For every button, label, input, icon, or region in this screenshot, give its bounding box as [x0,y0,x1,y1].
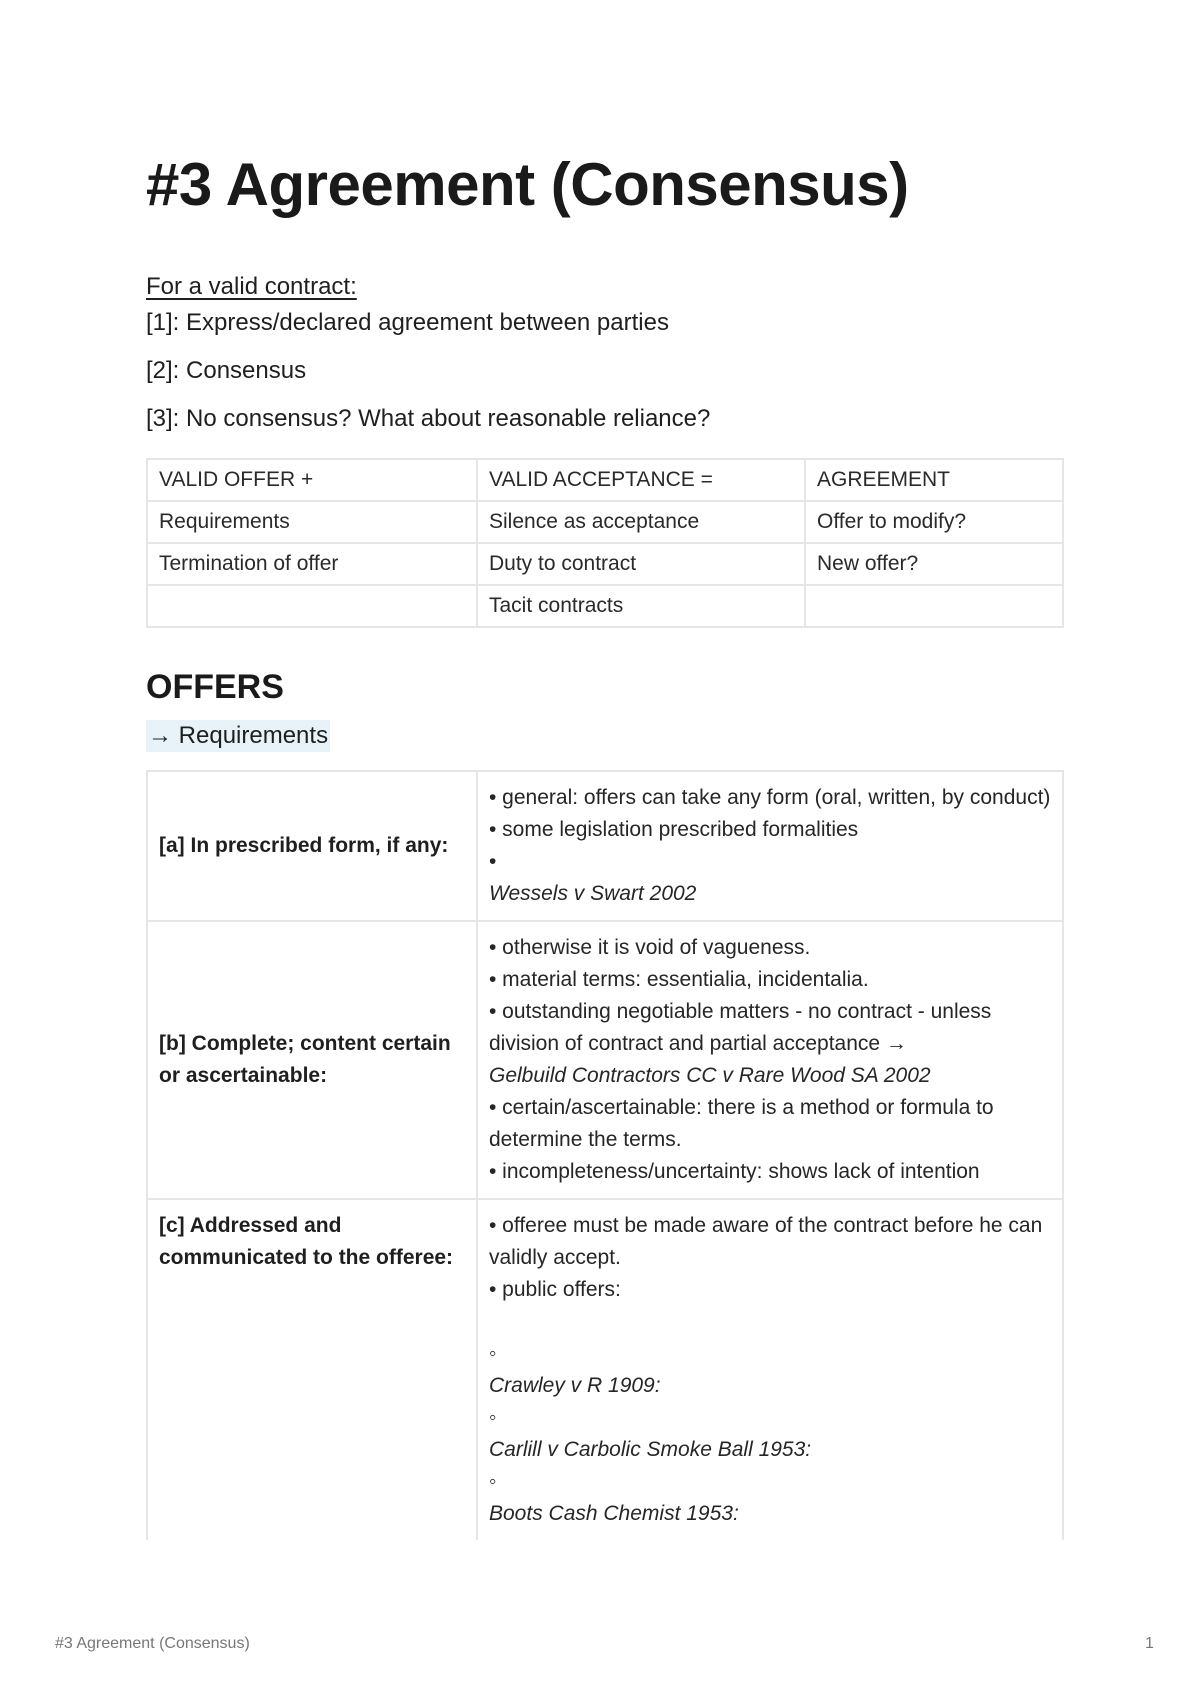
table-row [147,585,1063,627]
table-row [147,771,1063,921]
spacer [489,1306,1051,1338]
table-cell: Requirements [147,501,477,543]
table-cell [147,585,477,627]
case-citation: Gelbuild Contractors CC v Rare Wood SA 2002 [489,1064,931,1087]
footer-page-number: 1 [1145,1635,1154,1652]
intro-item: [2]: Consensus [146,357,307,384]
requirement-label: [c] Addressed and communicated to the offeree: [147,1199,477,1540]
case-citation: Crawley v R 1909: [489,1374,661,1397]
bullet-line: • otherwise it is void of vagueness. [489,936,811,959]
requirement-label: [b] Complete; content certain or ascertainable: [147,921,477,1199]
requirement-body [477,1199,1063,1540]
requirements-table [146,770,1064,1540]
sub-bullet: ◦ [489,1342,497,1365]
bullet-line: • offeree must be made aware of the contract before he can validly accept. [489,1214,1043,1269]
case-citation: Boots Cash Chemist 1953: [489,1502,739,1525]
intro-item: [3]: No consensus? What about reasonable reliance? [146,405,711,432]
page-title: #3 Agreement (Consensus) [146,151,909,218]
table-cell: Offer to modify? [805,501,1063,543]
overview-table [146,458,1064,628]
table-cell: AGREEMENT [805,459,1063,501]
bullet-line: • certain/ascertainable: there is a method or formula to determine the terms. [489,1096,994,1151]
table-cell: VALID OFFER + [147,459,477,501]
table-cell: VALID ACCEPTANCE = [477,459,805,501]
intro-label: For a valid contract: [146,273,357,300]
table-cell: Tacit contracts [477,585,805,627]
table-cell: New offer? [805,543,1063,585]
requirement-label: [a] In prescribed form, if any: [147,771,477,921]
table-cell [805,585,1063,627]
table-row [147,921,1063,1199]
bullet-line: • material terms: essentialia, incidentalia. [489,968,869,991]
table-cell: Termination of offer [147,543,477,585]
sub-bullet: ◦ [489,1406,497,1429]
section-heading-offers: OFFERS [146,668,284,706]
page-content [146,150,1064,1540]
table-row [147,543,1063,585]
case-citation: Wessels v Swart 2002 [489,882,697,905]
table-cell: Duty to contract [477,543,805,585]
case-citation: Carlill v Carbolic Smoke Ball 1953: [489,1438,812,1461]
bullet-line: • general: offers can take any form (oral, written, by conduct) [489,786,1051,809]
bullet-line: • [489,850,497,873]
requirements-link[interactable]: → Requirements [146,720,330,752]
intro-item: [1]: Express/declared agreement between parties [146,309,669,336]
requirement-body [477,921,1063,1199]
table-row [147,1199,1063,1540]
bullet-line: • public offers: [489,1278,621,1301]
footer-title: #3 Agreement (Consensus) [55,1635,250,1652]
bullet-line: • incompleteness/uncertainty: shows lack of intention [489,1160,980,1183]
table-cell: Silence as acceptance [477,501,805,543]
table-row [147,501,1063,543]
bullet-line: • some legislation prescribed formalities [489,818,859,841]
table-row [147,459,1063,501]
sub-bullet: ◦ [489,1470,497,1493]
bullet-line: • outstanding negotiable matters - no contract - unless division of contract and partial acceptance → [489,1000,992,1055]
requirement-body [477,771,1063,921]
